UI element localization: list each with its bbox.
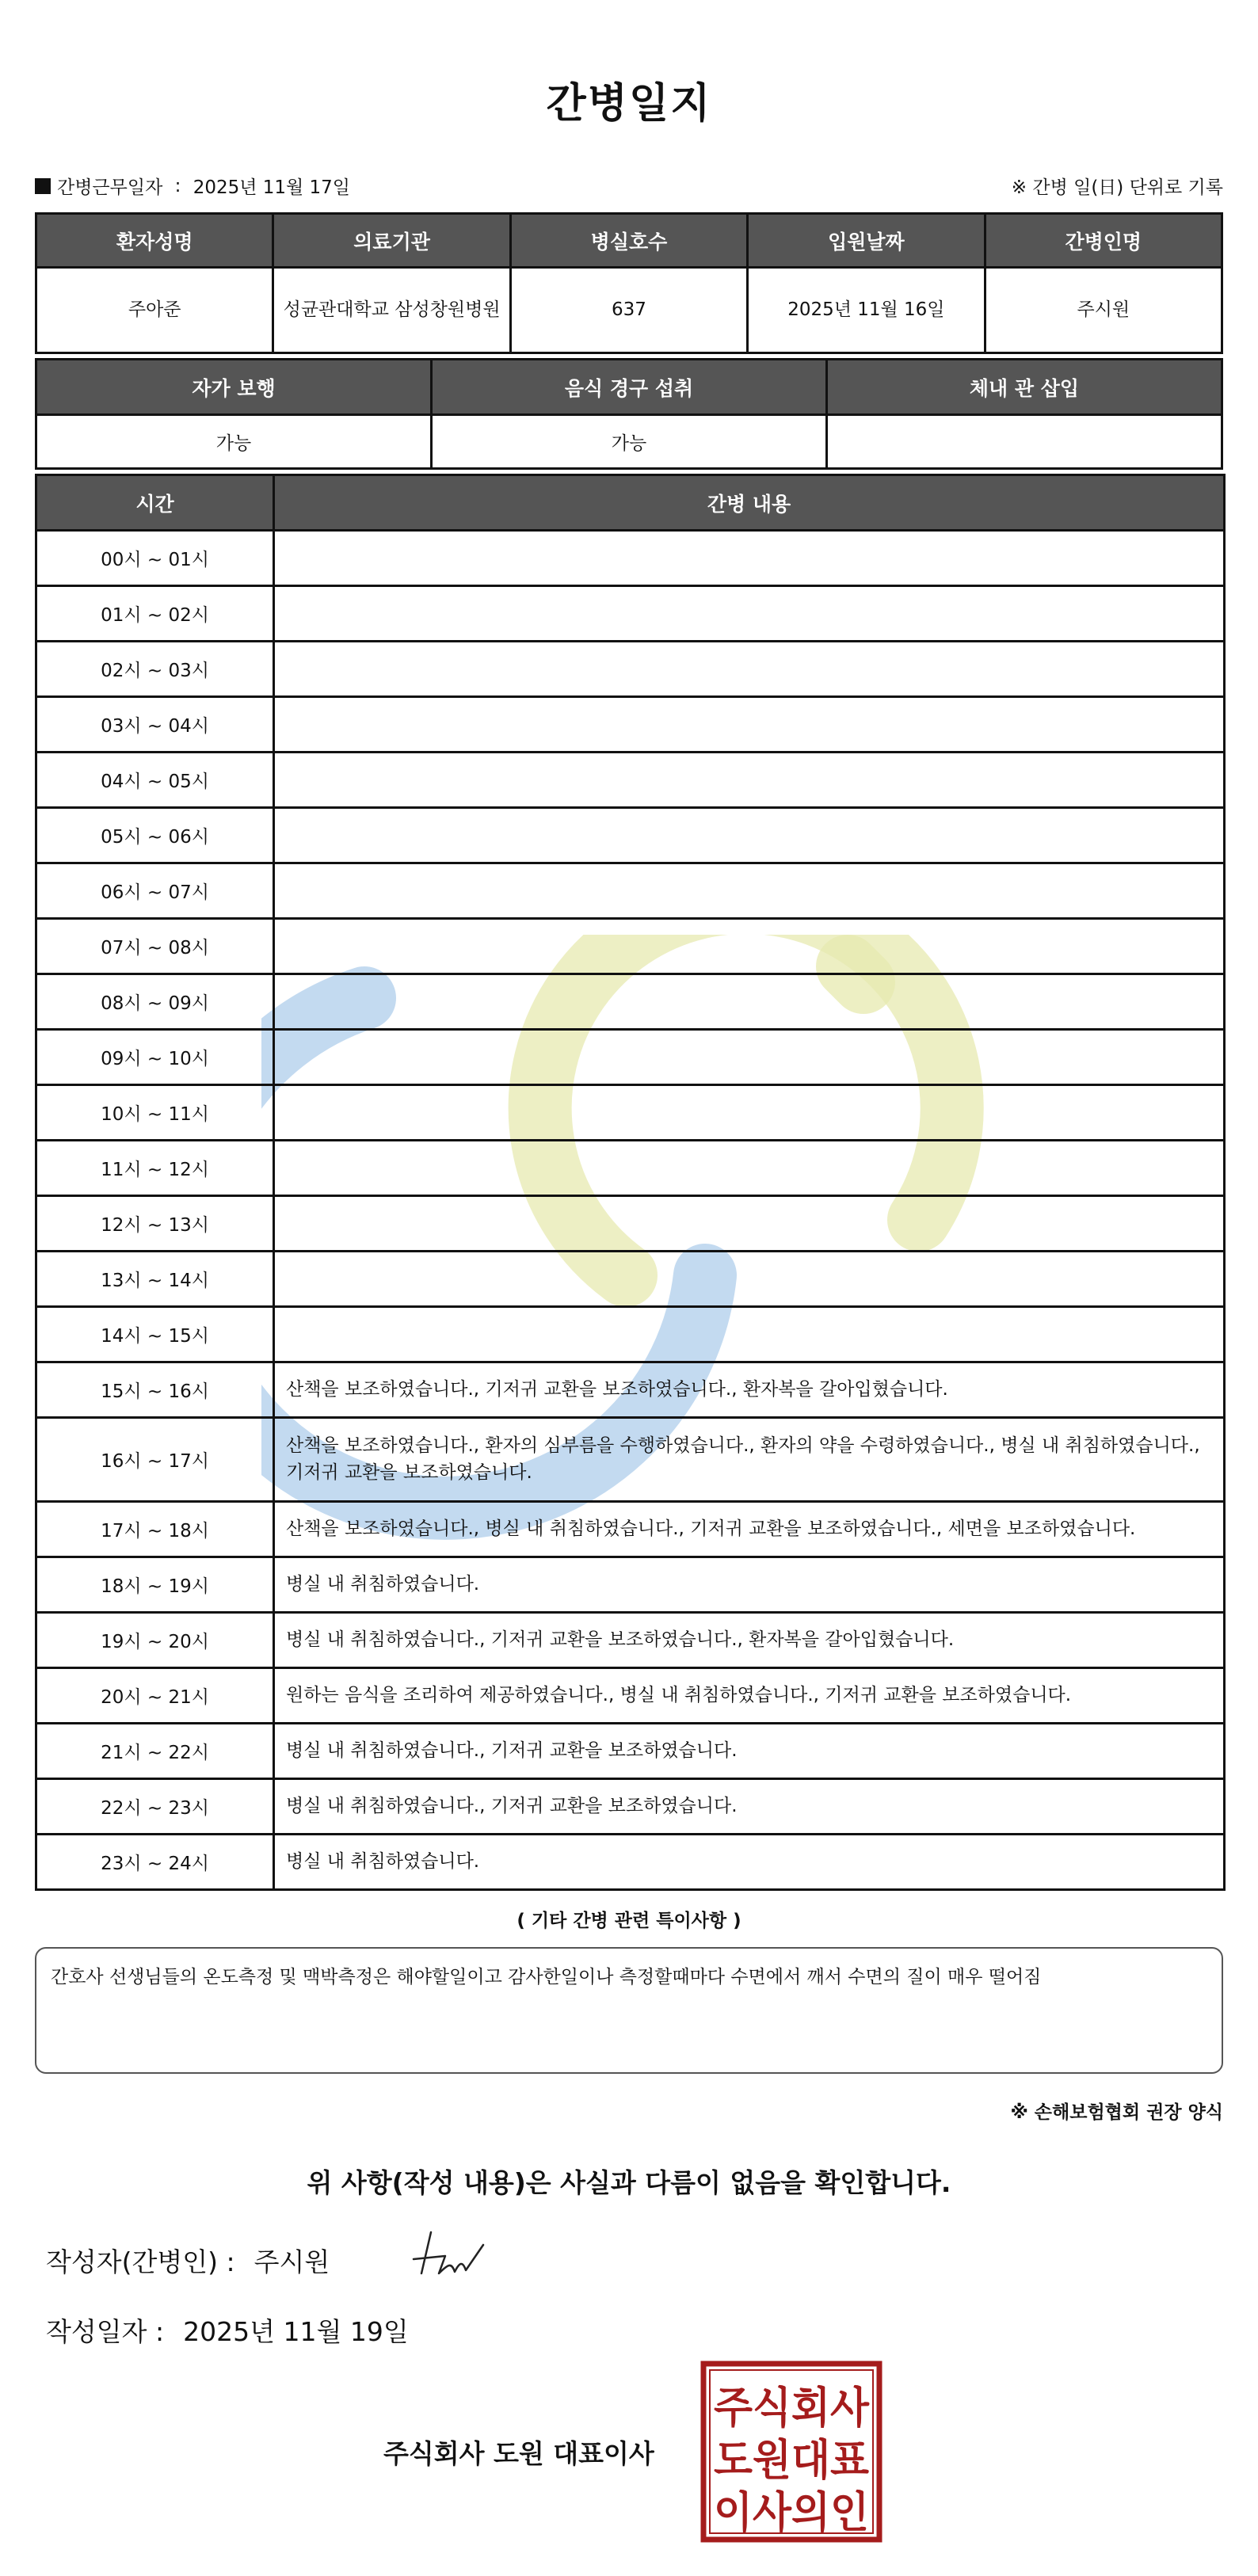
seal-text-line: 이사의인 xyxy=(714,2487,869,2537)
remarks-title: ( 기타 간병 관련 특이사항 ) xyxy=(517,1911,741,1931)
remarks-box: 간호사 선생님들의 온도측정 및 맥박측정은 해야할일이고 감사한일이나 측정할때마다 수면에서 깨서 수면의 질이 매우 떨어짐 xyxy=(35,1947,1223,2074)
care-content xyxy=(274,1085,1225,1141)
care-content xyxy=(274,642,1225,697)
time-slot: 03시 ~ 04시 xyxy=(36,697,274,753)
writer-label: 작성자(간병인) : xyxy=(46,2246,235,2277)
oral-intake-value: 가능 xyxy=(432,415,827,469)
company-name: 주식회사 도원 대표이사 xyxy=(383,2438,654,2469)
seal-text-line: 주식회사 xyxy=(714,2383,870,2433)
table-row xyxy=(36,863,1225,919)
time-slot: 18시 ~ 19시 xyxy=(36,1557,274,1613)
table-row xyxy=(36,753,1225,808)
time-slot: 01시 ~ 02시 xyxy=(36,586,274,642)
header-time: 시간 xyxy=(36,475,274,531)
header-hospital: 의료기관 xyxy=(273,214,510,268)
work-date-value: 2025년 11월 17일 xyxy=(193,177,351,198)
care-content xyxy=(274,586,1225,642)
table-row xyxy=(36,1085,1225,1141)
self-walking-value: 가능 xyxy=(36,415,432,469)
patient-name: 주아준 xyxy=(36,268,273,353)
time-slot: 19시 ~ 20시 xyxy=(36,1613,274,1668)
table-row xyxy=(36,1668,1225,1724)
page-title: 간병일지 xyxy=(546,80,712,128)
table-row xyxy=(36,1141,1225,1196)
table-row xyxy=(36,1418,1225,1502)
care-content xyxy=(274,808,1225,863)
care-content xyxy=(274,1307,1225,1362)
care-content xyxy=(274,753,1225,808)
time-slot: 10시 ~ 11시 xyxy=(36,1085,274,1141)
unit-note: ※ 간병 일(日) 단위로 기록 xyxy=(1011,177,1223,198)
header-care-content: 간병 내용 xyxy=(274,475,1225,531)
time-slot: 20시 ~ 21시 xyxy=(36,1668,274,1724)
seal-text-line: 도원대표 xyxy=(714,2435,869,2485)
table-row xyxy=(36,531,1225,586)
table-row xyxy=(36,1252,1225,1307)
care-content: 병실 내 취침하였습니다. xyxy=(274,1835,1225,1890)
writer-line xyxy=(46,2242,330,2279)
time-slot: 08시 ~ 09시 xyxy=(36,974,274,1030)
header-caregiver: 간병인명 xyxy=(985,214,1222,268)
room-number: 637 xyxy=(510,268,747,353)
time-slot: 16시 ~ 17시 xyxy=(36,1418,274,1502)
table-row xyxy=(36,1613,1225,1668)
care-content xyxy=(274,1030,1225,1085)
header-oral-intake: 음식 경구 섭취 xyxy=(432,360,827,415)
table-row xyxy=(36,1835,1225,1890)
time-slot: 13시 ~ 14시 xyxy=(36,1252,274,1307)
time-slot: 07시 ~ 08시 xyxy=(36,919,274,974)
care-content: 병실 내 취침하였습니다., 기저귀 교환을 보조하였습니다. xyxy=(274,1779,1225,1835)
table-row xyxy=(36,1196,1225,1252)
hospital-name: 성균관대학교 삼성창원병원 xyxy=(273,268,510,353)
table-row xyxy=(36,586,1225,642)
header-patient-name: 환자성명 xyxy=(36,214,273,268)
table-row xyxy=(36,1502,1225,1557)
care-content: 병실 내 취침하였습니다., 기저귀 교환을 보조하였습니다. xyxy=(274,1724,1225,1779)
care-content xyxy=(274,1196,1225,1252)
time-slot: 22시 ~ 23시 xyxy=(36,1779,274,1835)
time-slot: 21시 ~ 22시 xyxy=(36,1724,274,1779)
work-date-label: 간병근무일자 xyxy=(57,177,163,198)
header-room: 병실호수 xyxy=(510,214,747,268)
care-content xyxy=(274,863,1225,919)
table-row xyxy=(36,642,1225,697)
table-row xyxy=(36,1362,1225,1418)
recommend-note: ※ 손해보험협회 권장 양식 xyxy=(1010,2102,1223,2123)
care-content xyxy=(274,1141,1225,1196)
time-slot: 02시 ~ 03시 xyxy=(36,642,274,697)
care-content xyxy=(274,1252,1225,1307)
confirm-statement: 위 사항(작성 내용)은 사실과 다름이 없음을 확인합니다. xyxy=(307,2167,951,2198)
care-content xyxy=(274,919,1225,974)
admission-date: 2025년 11월 16일 xyxy=(748,268,985,353)
table-row xyxy=(36,808,1225,863)
care-log-rows xyxy=(36,531,1225,1890)
square-bullet-icon xyxy=(35,178,51,194)
time-slot: 11시 ~ 12시 xyxy=(36,1141,274,1196)
care-content: 산책을 보조하였습니다., 기저귀 교환을 보조하였습니다., 환자복을 갈아입혔습니다. xyxy=(274,1362,1225,1418)
work-date xyxy=(35,173,350,199)
time-slot: 05시 ~ 06시 xyxy=(36,808,274,863)
care-content xyxy=(274,531,1225,586)
time-slot: 06시 ~ 07시 xyxy=(36,863,274,919)
care-content: 병실 내 취침하였습니다., 기저귀 교환을 보조하였습니다., 환자복을 갈아입혔습니다. xyxy=(274,1613,1225,1668)
header-tube-insertion: 체내 관 삽입 xyxy=(827,360,1222,415)
written-date-label: 작성일자 : xyxy=(46,2316,165,2347)
time-slot: 23시 ~ 24시 xyxy=(36,1835,274,1890)
patient-status-table xyxy=(35,358,1223,470)
header-self-walking: 자가 보행 xyxy=(36,360,432,415)
company-seal xyxy=(700,2361,883,2543)
care-content: 산책을 보조하였습니다., 환자의 심부름을 수행하였습니다., 환자의 약을 수령하였습니다., 병실 내 취침하였습니다., 기저귀 교환을 보조하였습니다. xyxy=(274,1418,1225,1502)
tube-insertion-value xyxy=(827,415,1222,469)
table-row xyxy=(36,1557,1225,1613)
care-content: 원하는 음식을 조리하여 제공하였습니다., 병실 내 취침하였습니다., 기저귀 교환을 보조하였습니다. xyxy=(274,1668,1225,1724)
table-row xyxy=(36,919,1225,974)
handwritten-signature xyxy=(407,2224,502,2288)
table-row xyxy=(36,697,1225,753)
writer-name: 주시원 xyxy=(254,2246,330,2277)
time-slot: 00시 ~ 01시 xyxy=(36,531,274,586)
time-slot: 12시 ~ 13시 xyxy=(36,1196,274,1252)
care-log-table xyxy=(35,474,1226,1891)
written-date-value: 2025년 11월 19일 xyxy=(183,2316,409,2347)
patient-info-table xyxy=(35,212,1223,354)
table-row xyxy=(36,974,1225,1030)
caregiver-name: 주시원 xyxy=(985,268,1222,353)
time-slot: 04시 ~ 05시 xyxy=(36,753,274,808)
time-slot: 14시 ~ 15시 xyxy=(36,1307,274,1362)
header-admission-date: 입원날짜 xyxy=(748,214,985,268)
work-date-separator: : xyxy=(169,175,187,196)
care-content xyxy=(274,697,1225,753)
care-content xyxy=(274,974,1225,1030)
time-slot: 17시 ~ 18시 xyxy=(36,1502,274,1557)
care-content: 산책을 보조하였습니다., 병실 내 취침하였습니다., 기저귀 교환을 보조하였습니다., 세면을 보조하였습니다. xyxy=(274,1502,1225,1557)
meta-row xyxy=(35,173,1223,204)
written-date-line xyxy=(46,2311,409,2349)
table-row xyxy=(36,1779,1225,1835)
time-slot: 15시 ~ 16시 xyxy=(36,1362,274,1418)
table-row xyxy=(36,1307,1225,1362)
table-row xyxy=(36,1030,1225,1085)
table-row xyxy=(36,1724,1225,1779)
care-content: 병실 내 취침하였습니다. xyxy=(274,1557,1225,1613)
time-slot: 09시 ~ 10시 xyxy=(36,1030,274,1085)
